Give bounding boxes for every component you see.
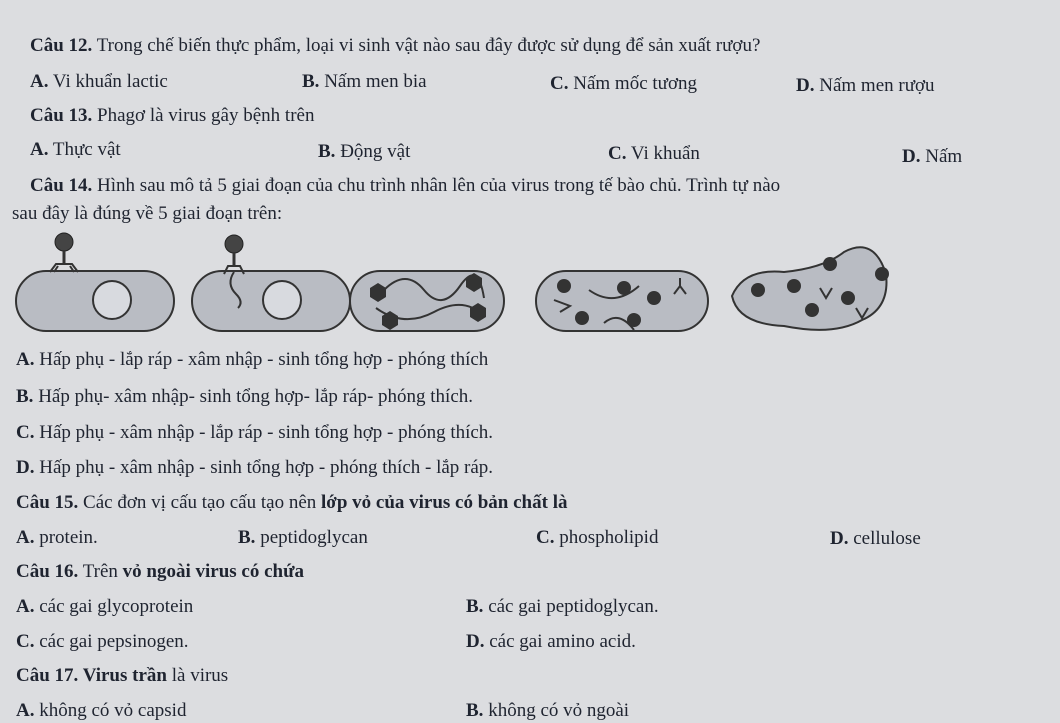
option-text: các gai amino acid. [484,631,636,652]
question-15-text: Các đơn vị cấu tạo cấu tạo nên [78,492,322,513]
stage-penetration-illustration [192,235,350,331]
option-text: Hấp phụ - lắp ráp - xâm nhập - sinh tổng hợp - phóng thích [34,349,489,370]
stage-release-illustration [732,247,889,330]
option-text: Nấm men rượu [814,75,935,96]
option-letter: A. [16,527,35,548]
question-14-option-c[interactable] [16,421,493,445]
question-16-text-bold: vỏ ngoài virus có chứa [122,561,305,582]
question-12-text: Trong chế biến thực phẩm, loại vi sinh vật nào sau đây được sử dụng để sản xuất rượu? [92,35,761,56]
phage-icon [50,233,78,272]
question-15-option-d[interactable] [830,527,921,551]
question-15-text-bold: lớp vỏ của virus có bản chất [321,492,548,513]
option-letter: B. [466,700,484,721]
question-15-option-c[interactable] [536,526,658,550]
option-letter: C. [536,527,555,548]
virus-replication-figure [14,228,894,346]
question-12-option-b[interactable] [302,70,427,94]
question-16-option-a[interactable] [16,595,193,619]
question-12 [30,34,760,58]
option-letter: D. [902,146,921,167]
question-13-option-d[interactable] [902,145,962,169]
question-14-option-a[interactable] [16,348,488,372]
question-12-option-c[interactable] [550,72,697,96]
option-text: các gai peptidoglycan. [483,596,659,617]
question-13-option-a[interactable] [30,138,121,162]
option-text: không có vỏ ngoài [483,700,630,721]
question-12-number: Câu 12. [30,35,93,56]
option-text: Nấm men bia [319,71,427,92]
option-letter: B. [16,386,34,407]
option-text: Nấm mốc tương [568,73,698,94]
option-letter: B. [238,527,256,548]
question-14-text: Hình sau mô tả 5 giai đoạn của chu trình nhân lên của virus trong tế bào chủ. Trình tự nào [92,175,781,196]
option-letter: A. [16,700,35,721]
option-letter: B. [302,71,320,92]
option-letter: D. [466,631,485,652]
option-text: Nấm [920,146,963,167]
option-letter: A. [30,139,49,160]
question-15 [16,491,567,515]
question-13-number: Câu 13. [30,105,93,126]
option-text: peptidoglycan [255,527,368,548]
option-letter: C. [608,143,627,164]
question-16-option-c[interactable] [16,630,189,654]
question-16-option-d[interactable] [466,630,636,654]
question-12-option-a[interactable] [30,70,168,94]
question-17-text: là virus [166,665,229,686]
question-13-option-b[interactable] [318,140,410,164]
option-letter: A. [16,349,35,370]
option-letter: B. [466,596,484,617]
question-17-option-a[interactable] [16,699,186,723]
question-14-option-b[interactable] [16,385,473,409]
option-letter: D. [16,457,35,478]
option-text: Vi khuẩn [626,143,700,164]
question-14 [30,174,780,198]
option-text: phospholipid [554,527,659,548]
option-text: Vi khuẩn lactic [48,71,168,92]
question-13-option-c[interactable] [608,142,700,166]
question-13-text: Phagơ là virus gây bệnh trên [92,105,315,126]
option-letter: D. [796,75,815,96]
option-letter: C. [550,73,569,94]
option-letter: C. [16,631,35,652]
question-16-option-b[interactable] [466,595,659,619]
question-15-option-b[interactable] [238,526,368,550]
option-letter: C. [16,422,35,443]
question-16 [16,560,304,584]
question-14-text-cont: sau đây là đúng về 5 giai đoạn trên: [12,203,283,224]
question-17-text-bold: Virus trần [78,665,167,686]
stage-attachment-illustration [16,233,174,331]
question-14-number: Câu 14. [30,175,93,196]
question-15-option-a[interactable] [16,526,98,550]
question-15-number: Câu 15. [16,492,79,513]
option-letter: D. [830,528,849,549]
question-17-number: Câu 17. [16,665,79,686]
option-text: Thực vật [48,139,121,160]
question-14-option-d[interactable] [16,456,493,480]
stage-synthesis-illustration [350,271,504,331]
question-17 [16,664,228,688]
option-letter: A. [16,596,35,617]
option-text: không có vỏ capsid [34,700,187,721]
question-16-number: Câu 16. [16,561,79,582]
stage-assembly-illustration [536,271,708,331]
option-text: Hấp phụ- xâm nhập- sinh tổng hợp- lắp ráp- phóng thích. [33,386,474,407]
option-text: Hấp phụ - xâm nhập - lắp ráp - sinh tổng hợp - phóng thích. [34,422,494,443]
option-text: Động vật [335,141,411,162]
question-12-option-d[interactable] [796,74,935,98]
option-text: các gai pepsinogen. [34,631,189,652]
question-15-text-end: là [547,492,568,513]
option-letter: B. [318,141,336,162]
option-text: Hấp phụ - xâm nhập - sinh tổng hợp - phóng thích - lắp ráp. [34,457,494,478]
phage-icon [224,235,244,274]
question-17-option-b[interactable] [466,699,629,723]
question-16-text: Trên [78,561,123,582]
question-13 [30,104,314,128]
option-text: các gai glycoprotein [34,596,194,617]
option-letter: A. [30,71,49,92]
option-text: cellulose [848,528,921,549]
option-text: protein. [34,527,98,548]
